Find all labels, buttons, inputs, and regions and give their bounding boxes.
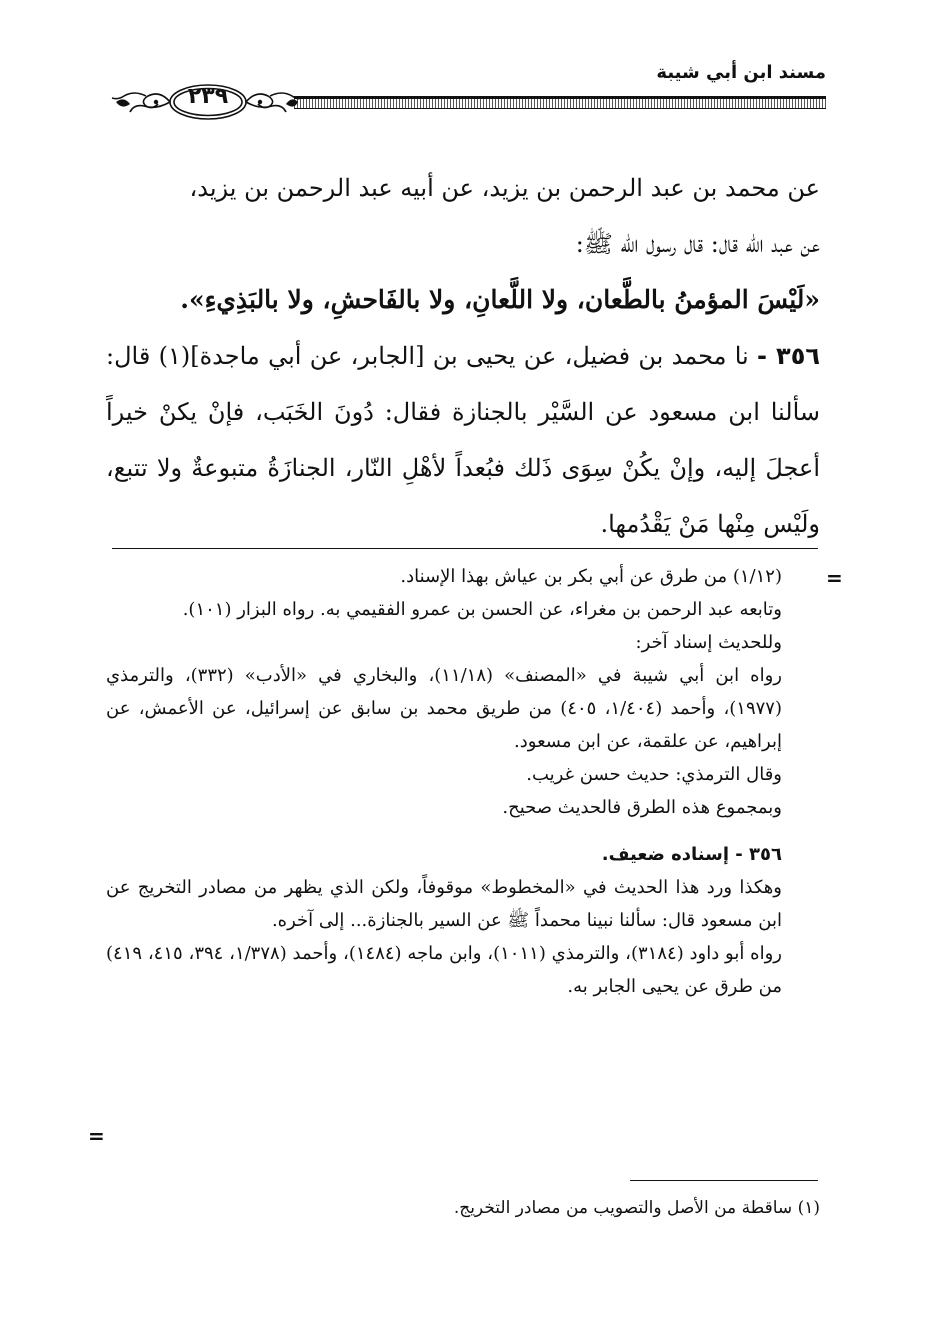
commentary-line: رواه ابن أبي شيبة في «المصنف» (١١/١٨)، والبخاري في «الأدب» (٣٣٢)، والترمذي (١٩٧٧)، وأحمد (١/٤٠٤، ٤٠٥) من طريق محمد بن سابق عن إسرائيل، عن الأعمش، عن إبراهيم، عن علقمة، عن ابن مسعود.: [106, 665, 782, 752]
book-title: مسند ابن أبي شيبة: [656, 62, 826, 83]
commentary-line: وللحديث إسناد آخر:: [635, 632, 782, 653]
hadith-body: [106, 160, 820, 552]
commentary: [106, 560, 782, 1003]
footnote-divider: [630, 1180, 818, 1181]
hadith-356: [106, 328, 820, 552]
commentary-heading: ٣٥٦ - إسناده ضعيف.: [601, 844, 782, 865]
continuation-marker-end: =: [88, 1124, 105, 1148]
page-number: ٢٣٩: [187, 84, 229, 109]
commentary-line: رواه أبو داود (٣١٨٤)، والترمذي (١٠١١)، وابن ماجه (١٤٨٤)، وأحمد (١/٣٧٨، ٣٩٤، ٤١٥، ٤١٩) من طرق عن يحيى الجابر به.: [106, 943, 782, 997]
isnad-line-2: عن عبد الله قال: قال رسول الله ﷺ:: [575, 230, 820, 258]
notes-divider: [112, 548, 818, 549]
commentary-line: وقال الترمذي: حديث حسن غريب.: [526, 764, 782, 785]
hadith-number: ٣٥٦ -: [757, 342, 820, 370]
commentary-line: (١/١٢) من طرق عن أبي بكر بن عياش بهذا الإسناد.: [400, 566, 782, 587]
commentary-line: وتابعه عبد الرحمن بن مغراء، عن الحسن بن عمرو الفقيمي به. رواه البزار (١٠١).: [182, 599, 782, 620]
hadith-356-text: نا محمد بن فضيل، عن يحيى بن [الجابر، عن أبي ماجدة](١) قال: سألنا ابن مسعود عن السَّيْر بالجنازة فقال: دُونَ الخَبَب، فإنْ يكنْ خيراً أعجلَ إليه، وإنْ يكُنْ سِوَى ذَلك فبُعداً لأهْلِ النّار، الجنازَةُ متبوعةٌ ولا تتبع، ولَيْس مِنْها مَنْ يَقْدُمها.: [106, 342, 820, 538]
commentary-line: وبمجموع هذه الطرق فالحديث صحيح.: [502, 797, 782, 818]
hadith-quote: «لَيْسَ المؤمنُ بالطَّعان، ولا اللَّعانِ، ولا بالفَاحشِ، ولا بالبَذِيءِ».: [180, 285, 820, 314]
page-header: [110, 60, 826, 120]
footnote: (١) ساقطة من الأصل والتصويب من مصادر التخريج.: [453, 1198, 820, 1218]
header-rule: [294, 96, 826, 109]
continuation-marker: =: [826, 566, 843, 590]
isnad-line-1: عن محمد بن عبد الرحمن بن يزيد، عن أبيه عبد الرحمن بن يزيد،: [189, 174, 820, 202]
commentary-line: وهكذا ورد هذا الحديث في «المخطوط» موقوفاً، ولكن الذي يظهر من مصادر التخريج عن ابن مسعود قال: سألنا نبينا محمداً ﷺ عن السير بالجنازة... إلى آخره.: [106, 877, 782, 931]
